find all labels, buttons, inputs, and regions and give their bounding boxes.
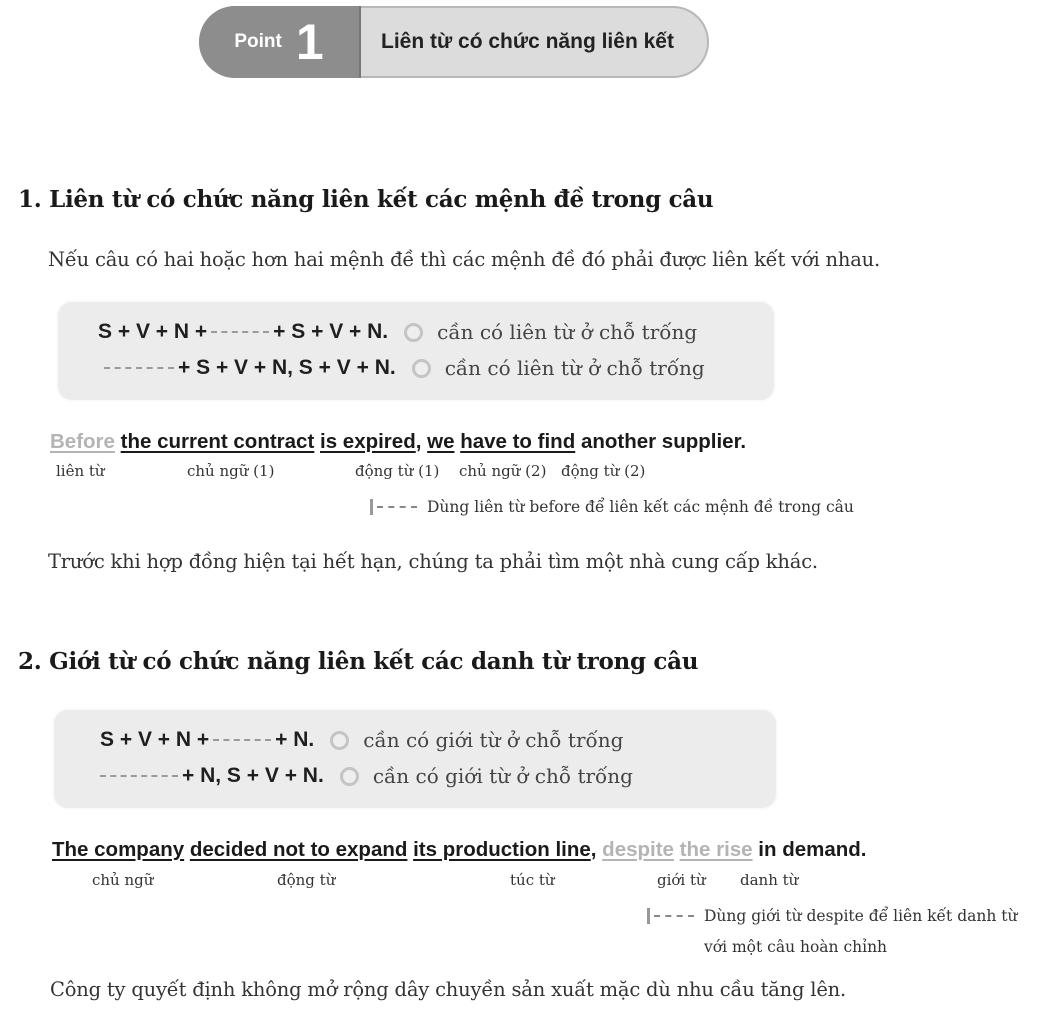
formula-pre: S + V + N +	[98, 320, 208, 343]
example-verb1: is expired	[320, 430, 416, 453]
section1-intro: Nếu câu có hai hoặc hơn hai mệnh đề thì các mệnh đề đó phải được liên kết với nhau.	[48, 248, 881, 271]
example-object: its production line	[413, 838, 591, 861]
section2-annotation	[647, 907, 1017, 925]
circle-bullet-icon	[330, 731, 349, 750]
label-subject: chủ ngữ	[92, 871, 154, 889]
formula-note: cần có giới từ ở chỗ trống	[363, 728, 624, 752]
label-preposition: giới từ	[657, 871, 706, 889]
formula-row	[104, 356, 705, 380]
example-subject2: we	[427, 430, 455, 453]
section2-translation: Công ty quyết định không mở rộng dây chuyền sản xuất mặc dù nhu cầu tăng lên.	[50, 978, 847, 1001]
annotation-bar	[647, 908, 650, 924]
example-rest: in demand.	[758, 838, 867, 861]
section2-title: 2. Giới từ có chức năng liên kết các danh từ trong câu	[18, 648, 699, 675]
formula-post: + S + V + N.	[273, 320, 389, 343]
formula-blank	[213, 739, 271, 741]
circle-bullet-icon	[412, 359, 431, 378]
section1-translation: Trước khi hợp đồng hiện tại hết hạn, chúng ta phải tìm một nhà cung cấp khác.	[48, 550, 818, 573]
label-subject2: chủ ngữ (2)	[459, 462, 547, 480]
formula-note: cần có giới từ ở chỗ trống	[372, 764, 633, 788]
label-verb1: động từ (1)	[355, 462, 440, 480]
formula-row	[98, 320, 697, 344]
example-comma: ,	[590, 838, 597, 861]
section1-formula-box	[58, 302, 774, 400]
annotation-text-line1: Dùng giới từ despite để liên kết danh từ	[704, 907, 1018, 925]
point-word: Point	[234, 31, 282, 52]
annotation-text: Dùng liên từ before để liên kết các mệnh đề trong câu	[427, 498, 854, 516]
annotation-text-line2: với một câu hoàn chỉnh	[704, 938, 888, 956]
section2-annotation-cont	[704, 938, 887, 956]
example-conjunction: Before	[50, 430, 115, 453]
section1-title: 1. Liên từ có chức năng liên kết các mệnh đề trong câu	[18, 186, 714, 213]
point-badge	[199, 6, 709, 78]
point-title: Liên từ có chức năng liên kết	[381, 30, 674, 53]
label-conjunction: liên từ	[56, 462, 105, 480]
formula-blank	[104, 367, 174, 369]
formula-post: + S + V + N, S + V + N.	[178, 356, 396, 379]
example-subject1: the current contract	[120, 430, 315, 453]
formula-row	[100, 764, 633, 788]
point-number: 1	[295, 14, 324, 70]
section2-formula-box	[54, 710, 776, 808]
label-verb2: động từ (2)	[561, 462, 646, 480]
formula-row	[100, 728, 623, 752]
formula-pre: S + V + N +	[100, 728, 210, 751]
annotation-bar	[370, 499, 373, 515]
formula-note: cần có liên từ ở chỗ trống	[444, 356, 705, 380]
annotation-dash	[654, 915, 694, 917]
section1-example	[50, 430, 746, 454]
example-noun: the rise	[679, 838, 753, 861]
label-subject1: chủ ngữ (1)	[187, 462, 275, 480]
example-rest: another supplier.	[580, 430, 747, 453]
example-preposition: despite	[602, 838, 674, 861]
example-verb: decided not to expand	[189, 838, 408, 861]
label-verb: động từ	[277, 871, 336, 889]
point-badge-label	[199, 6, 361, 78]
example-comma: ,	[415, 430, 422, 453]
annotation-dash	[377, 506, 417, 508]
example-subject: The company	[52, 838, 185, 861]
label-object: túc từ	[510, 871, 555, 889]
formula-note: cần có liên từ ở chỗ trống	[437, 320, 698, 344]
formula-post: + N.	[275, 728, 315, 751]
circle-bullet-icon	[340, 767, 359, 786]
formula-blank	[100, 775, 178, 777]
section2-example	[52, 838, 867, 862]
section1-annotation	[370, 498, 854, 516]
formula-post: + N, S + V + N.	[182, 764, 324, 787]
formula-blank	[211, 331, 269, 333]
label-noun: danh từ	[740, 871, 799, 889]
example-verb2: have to find	[460, 430, 576, 453]
circle-bullet-icon	[404, 323, 423, 342]
